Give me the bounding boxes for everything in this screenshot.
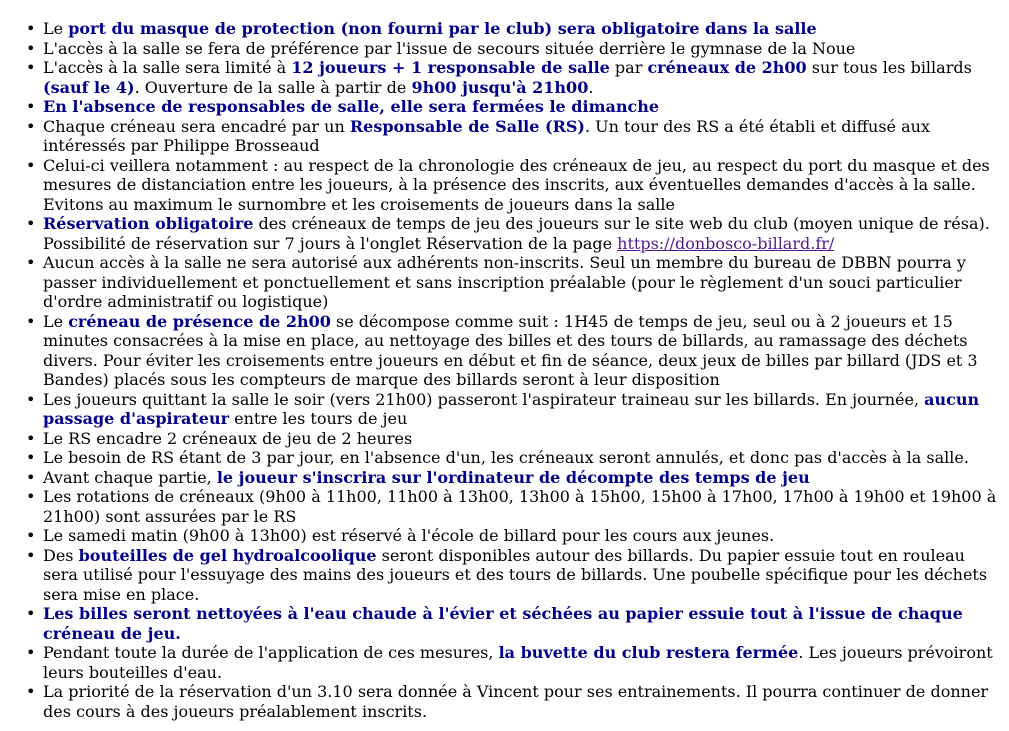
rule-text: Le [43,19,69,38]
rule-text: entre les tours de jeu [229,409,408,428]
rule-item [26,311,1001,390]
rule-item [26,545,1001,605]
rule-item [26,428,1001,449]
rule-text: La priorité de la réservation d'un 3.10 sera donnée à Vincent pour ses entrainements. Il pourra continuer de donner des cours à des joueurs préalablement inscrits. [43,682,989,721]
bullet-icon: • [26,116,36,136]
bullet-icon: • [26,604,36,623]
website-link[interactable]: https://donbosco-billard.fr/ [617,233,835,253]
rule-item [26,682,1001,721]
highlighted-text: 9h00 jusqu'à 21h00 [411,77,589,97]
rule-text: Le [43,311,69,331]
rule-item [26,643,1001,682]
rule-item [26,448,1001,468]
rule-text: sur tous les billards [806,58,972,77]
highlighted-text: la buvette du club restera fermée [498,643,799,662]
rule-text: . [588,77,594,97]
highlighted-text: créneaux de 2h00 [647,58,807,77]
rule-text: Le RS encadre 2 créneaux de jeu de 2 heures [43,428,413,448]
rule-text: des créneaux de temps de jeu des joueurs sur le site web du club (moyen unique de résa). Possibilité de réservation sur 7 jours à l'onglet Réservation de la page [43,214,990,253]
rule-text: L'accès à la salle sera limité à [43,58,292,77]
highlighted-text: bouteilles de gel hydroalcoolique [78,545,377,565]
rule-item [26,116,1001,156]
bullet-icon: • [26,467,36,487]
highlighted-text: Réservation obligatoire [43,214,254,233]
bullet-icon: • [26,311,36,331]
rule-text: Le samedi matin (9h00 à 13h00) est réservé à l'école de billard pour les cours aux jeunes. [43,526,775,545]
bullet-icon: • [26,58,36,77]
rule-text: Pendant toute la durée de l'application de ces mesures, [43,643,499,662]
bullet-icon: • [26,643,36,662]
bullet-icon: • [26,389,36,409]
highlighted-text: aucun passage d'aspirateur [43,389,980,428]
highlighted-text: port du masque de protection (non fourni par le club) sera obligatoire dans la salle [68,19,817,38]
bullet-icon: • [26,428,36,448]
highlighted-text: 12 joueurs + 1 responsable de salle [291,58,610,77]
rule-item [26,38,1001,59]
rule-text: L'accès à la salle se fera de préférence par l'issue de secours située derrière le gymnase de la Noue [43,38,856,58]
rule-text: Aucun accès à la salle ne sera autorisé aux adhérents non-inscrits. Seul un membre du bureau de DBBN pourra y passer individuellement et ponctuellement et sans inscription préalable (pour le règlement d'un souci particulier d'ordre administratif ou logistique) [43,253,966,311]
rule-text: Des [43,545,79,565]
bullet-icon: • [26,155,36,175]
rule-text: Le besoin de RS étant de 3 par jour, en l'absence d'un, les créneaux seront annulés, et donc pas d'accès à la salle. [43,448,969,467]
rule-text: . Les joueurs prévoiront leurs bouteilles d'eau. [43,643,993,682]
highlighted-text: En l'absence de responsables de salle, elle sera fermées le dimanche [43,97,660,116]
rule-item [26,389,1001,429]
bullet-icon: • [26,97,36,116]
highlighted-text: Les billes seront nettoyées à l'eau chaude à l'évier et séchées au papier essuie tout à l'issue de chaque créneau de jeu. [43,604,963,643]
rule-text: . Ouverture de la salle à partir de [134,77,412,97]
rule-text: par [609,58,648,77]
bullet-icon: • [26,253,36,272]
rule-text: Celui-ci veillera notamment : au respect de la chronologie des créneaux de jeu, au respect du port du masque et des mesures de distanciation entre les joueurs, à la présence des inscrits, aux éventuelles demandes d'accès à la salle. Evitons au maximum le surnombre et les croisements de joueurs dans la salle [43,155,990,214]
bullet-icon: • [26,526,36,545]
rule-text: se décompose comme suit : 1H45 de temps de jeu, seul ou à 2 joueurs et 15 minutes consacrées à la mise en place, au nettoyage des billes et des tours de billards, au ramassage des déchets divers. Pour éviter les croisements entre joueurs en début et fin de séance, deux jeux de billes par billard (JDS et 3 Bandes) placés sous les compteurs de marque des billards seront à leur disposition [43,311,978,389]
rule-item [26,214,1001,253]
rule-item [26,526,1001,546]
rule-text: Chaque créneau sera encadré par un [43,116,350,136]
rule-item [26,253,1001,312]
rule-item [26,467,1001,488]
rule-item [26,604,1001,643]
bullet-icon: • [26,487,36,506]
rule-text: Les rotations de créneaux (9h00 à 11h00, 11h00 à 13h00, 13h00 à 15h00, 15h00 à 17h00, 17h00 à 19h00 et 19h00 à 21h00) sont assurées par le RS [43,487,997,526]
bullet-icon: • [26,38,36,58]
highlighted-text: le joueur s'inscrira sur l'ordinateur de décompte des temps de jeu [216,467,810,487]
bullet-icon: • [26,682,36,701]
rule-text: seront disponibles autour des billards. Du papier essuie tout en rouleau sera utilisé pour l'essuyage des mains des joueurs et des tours de billards. Une poubelle spécifique pour les déchets sera mise en place. [43,545,988,604]
rule-item [26,58,1001,97]
bullet-icon: • [26,448,36,467]
highlighted-text: Responsable de Salle (RS) [349,116,585,136]
rule-text: . Un tour des RS a été établi et diffusé aux intéressés par Philippe Brosseaud [43,116,930,155]
rules-list [0,19,1001,721]
rule-item [26,487,1001,526]
bullet-icon: • [26,19,36,38]
bullet-icon: • [26,214,36,233]
rule-text: Les joueurs quittant la salle le soir (vers 21h00) passeront l'aspirateur traineau sur les billards. En journée, [43,389,925,409]
bullet-icon: • [26,545,36,565]
highlighted-text: créneau de présence de 2h00 [68,311,331,331]
rule-item [26,19,1001,39]
rule-item [26,97,1001,117]
rule-item [26,155,1001,215]
highlighted-text: (sauf le 4) [43,77,135,97]
rule-text: Avant chaque partie, [43,467,217,487]
